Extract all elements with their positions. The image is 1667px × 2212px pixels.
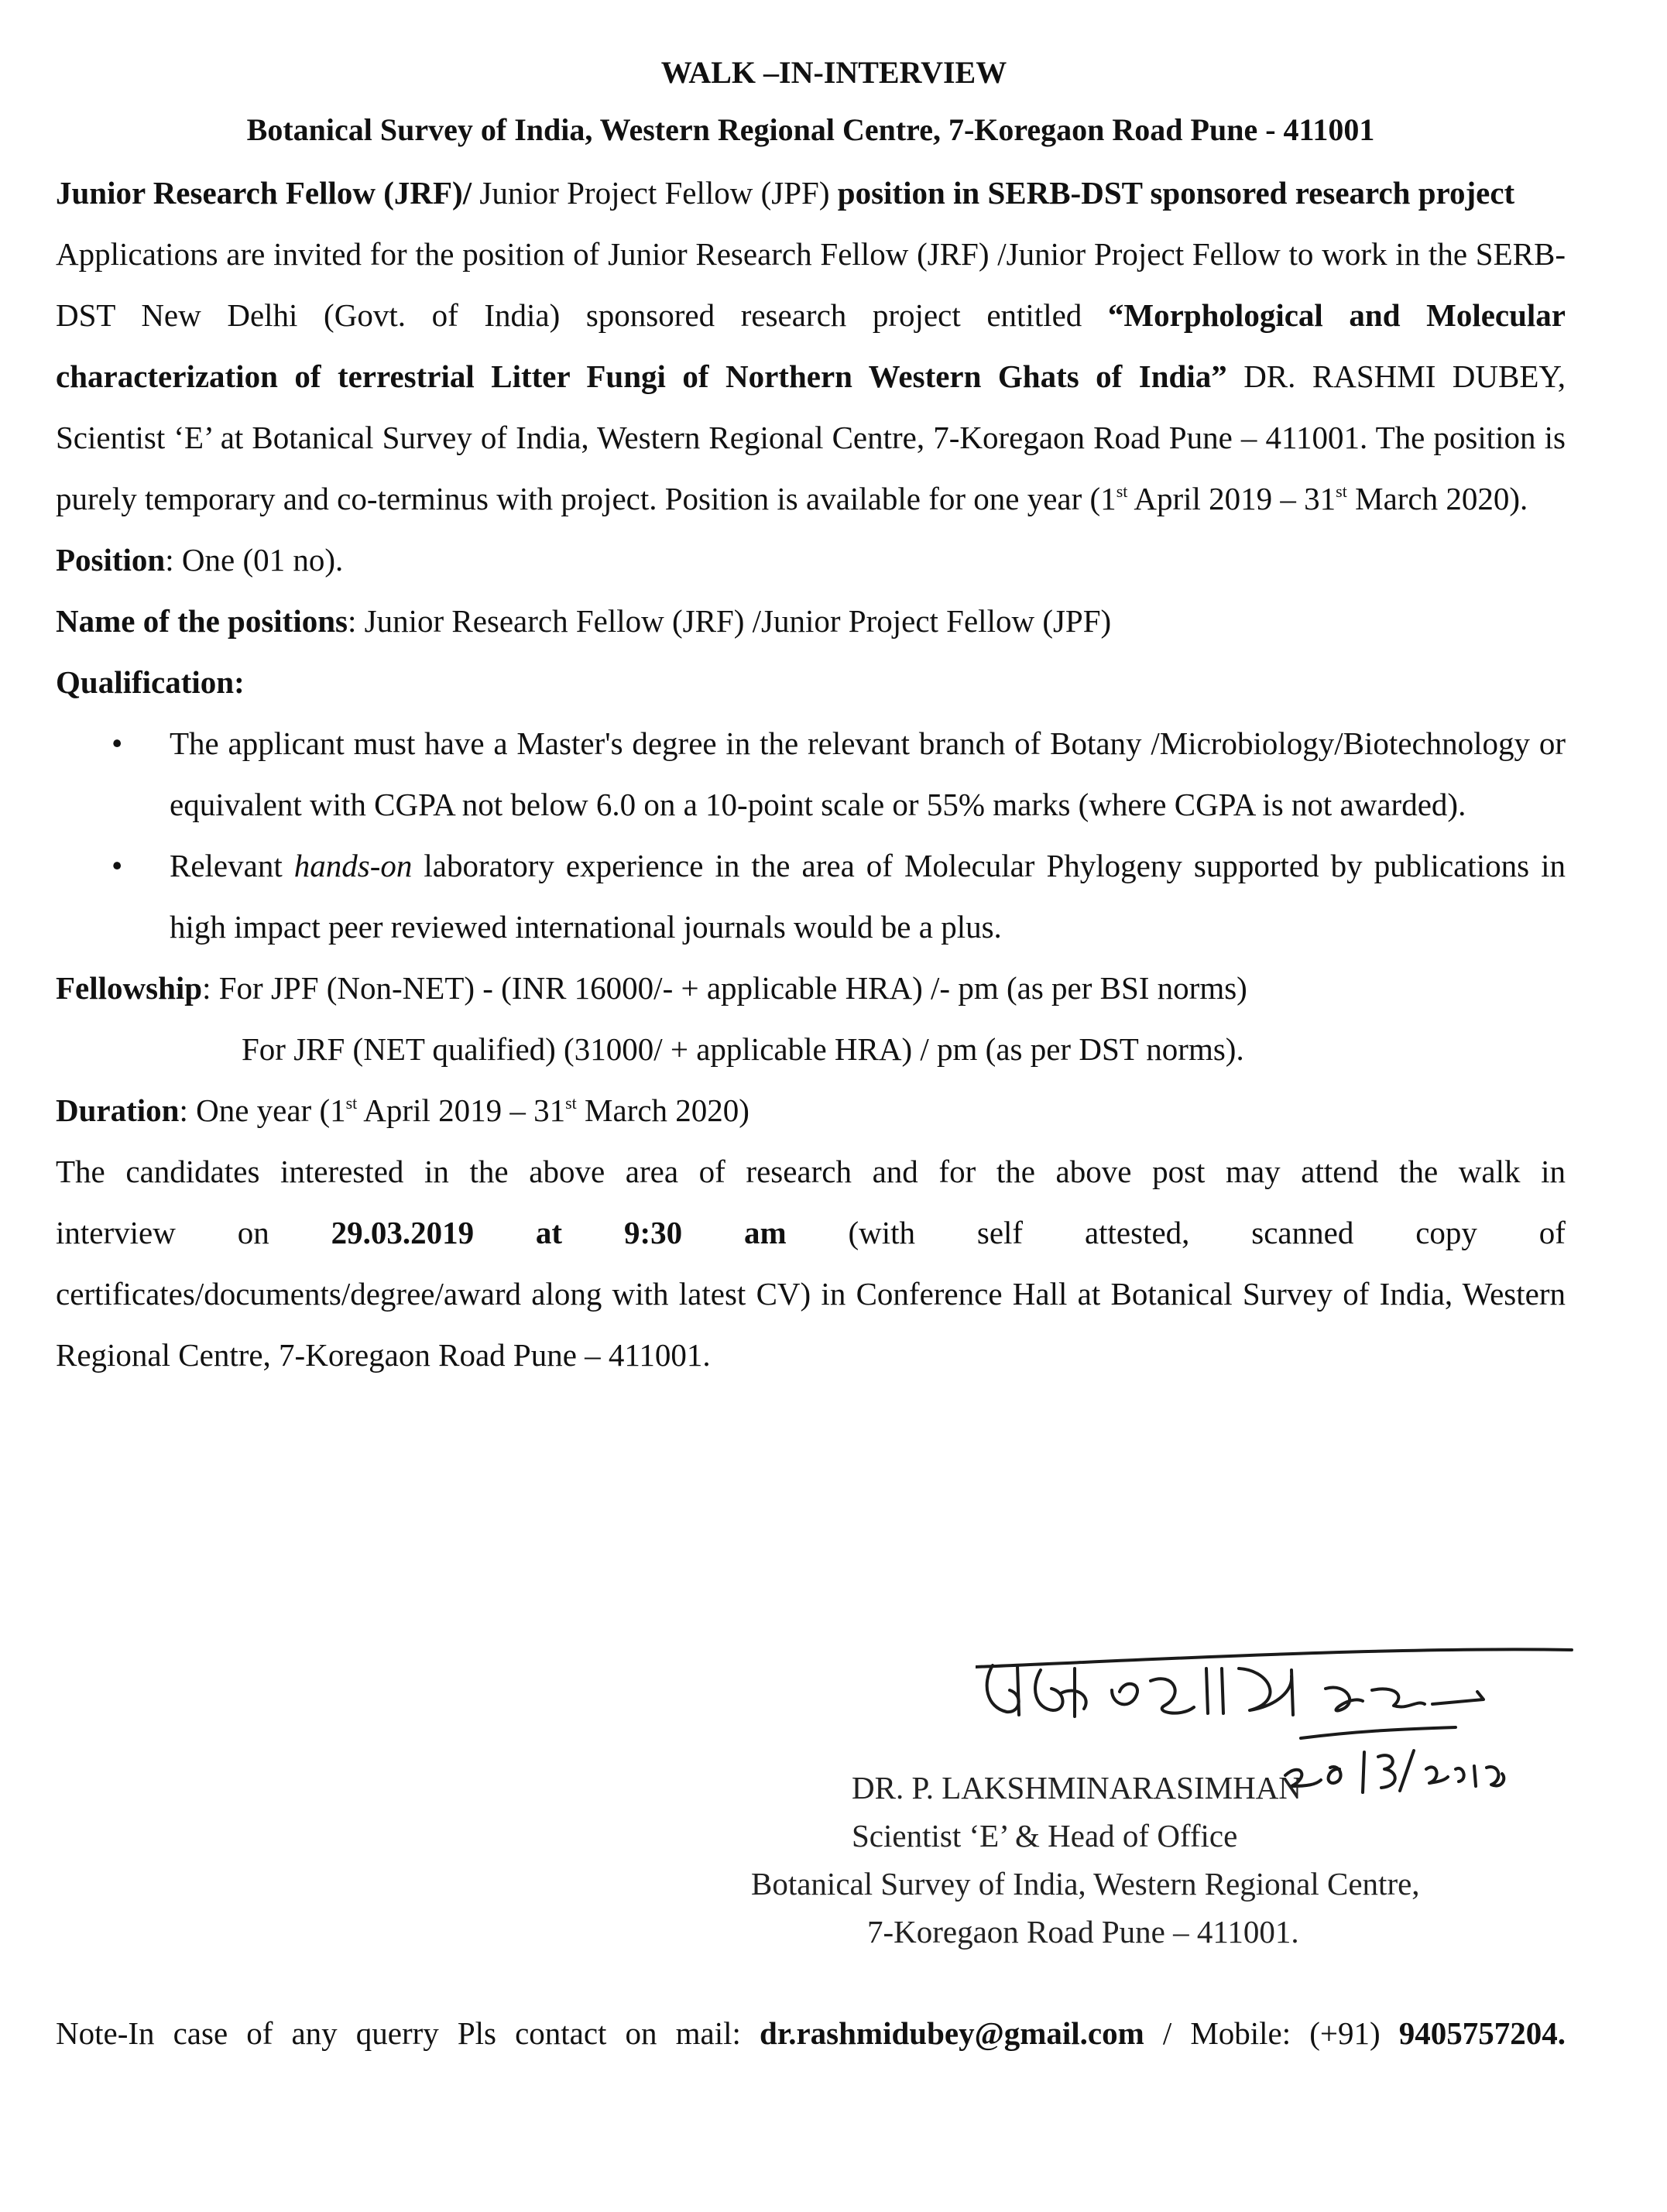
- duration-sup-1: st: [345, 1093, 358, 1113]
- contact-note: [56, 2008, 1566, 2058]
- name-of-positions-value: : Junior Research Fellow (JRF) /Junior Project Fellow (JPF): [347, 603, 1112, 639]
- interview-line-1: The candidates interested in the above area of research and for the above post may attend the walk in: [56, 1154, 1566, 1189]
- signatory-details: [751, 1764, 1420, 1956]
- qualification-list: [56, 713, 1566, 958]
- fellowship-jpf-line: [56, 958, 1566, 1019]
- interview-paragraph: [56, 1141, 1566, 1386]
- intro-text-4: March 2020).: [1346, 481, 1528, 516]
- signatory-designation: Scientist ‘E’ & Head of Office: [852, 1818, 1238, 1854]
- signatory-address: 7-Koregaon Road Pune – 411001.: [867, 1914, 1299, 1950]
- qualification-text-1: The applicant must have a Master's degree in the relevant branch of Botany /Microbiology/Biotechnology or equivalent with CGPA not below 6.0 on a 10-point scale or 55% marks (where CGPA is not awarded).: [170, 725, 1566, 822]
- name-of-positions-label: Name of the positions: [56, 603, 348, 639]
- note-text-1: Note-In case of any querry Pls contact on mail:: [56, 2015, 760, 2051]
- name-of-positions-line: [56, 591, 1566, 652]
- qualification-text-2-after: laboratory experience in the area of Molecular Phylogeny supported by publications in high impact peer reviewed international journals would be a plus.: [170, 848, 1566, 945]
- interview-line-rest: certificates/documents/degree/award along with latest CV) in Conference Hall at Botanical Survey of India, Western Regional Centre, 7-Koregaon Road Pune – 411001.: [56, 1276, 1566, 1373]
- position-label: Position: [56, 542, 166, 578]
- notice-title: WALK –IN-INTERVIEW: [660, 55, 1007, 90]
- fellowship-jrf-line: [56, 1019, 1566, 1080]
- note-text-2: / Mobile: (+91): [1144, 2015, 1399, 2051]
- interview-date: 29.03.2019: [331, 1215, 475, 1250]
- signatory-office: Botanical Survey of India, Western Regional Centre,: [751, 1866, 1420, 1902]
- contact-mobile: 9405757204.: [1398, 2015, 1566, 2051]
- intro-text-3: April 2019 – 31: [1127, 481, 1336, 516]
- notice-page: [56, 48, 1566, 1386]
- duration-sup-2: st: [565, 1093, 577, 1113]
- fellowship-jpf: : For JPF (Non-NET) - (INR 16000/- + applicable HRA) /- pm (as per BSI norms): [202, 970, 1247, 1006]
- position-heading: [56, 163, 1566, 224]
- qualification-label: Qualification:: [56, 664, 245, 700]
- intro-paragraph: [56, 224, 1566, 530]
- signatory-name: DR. P. LAKSHMINARASIMHAN: [852, 1770, 1302, 1806]
- position-heading-jrf: Junior Research Fellow (JRF)/: [56, 175, 472, 211]
- interview-line-2: interview on 29.03.2019 at 9:30 am (with self attested, scanned copy of: [56, 1202, 1566, 1264]
- list-item: [56, 713, 1566, 835]
- signature-block: [0, 1614, 1667, 1950]
- intro-text-2: DR. RASHMI DUBEY, Scientist ‘E’ at Botanical Survey of India, Western Regional Centre, 7-Koregaon Road Pune – 411001. The position is purely temporary and co-terminus with project. Position is available for one year (1: [56, 358, 1566, 516]
- intro-text-1: Applications are invited for the position of Junior Research Fellow (JRF) /Junior Project Fellow to work in the SERB-DST New Delhi (Govt. of India) sponsored research project entitled: [56, 236, 1566, 333]
- duration-text-1: : One year (1: [179, 1092, 346, 1128]
- bullet-icon: •: [111, 725, 123, 761]
- contact-email: dr.rashmidubey@gmail.com: [759, 2015, 1144, 2051]
- fellowship-jrf: For JRF (NET qualified) (31000/ + applicable HRA) / pm (as per DST norms).: [242, 1031, 1244, 1067]
- duration-text-3: March 2020): [576, 1092, 749, 1128]
- intro-sup-2: st: [1336, 482, 1347, 501]
- intro-sup-1: st: [1116, 482, 1128, 501]
- position-value: : One (01 no).: [165, 542, 344, 578]
- qualification-text-2-italic: hands-on: [293, 848, 413, 883]
- duration-label: Duration: [56, 1092, 180, 1128]
- position-line: [56, 530, 1566, 591]
- qualification-text-2-before: Relevant: [170, 848, 294, 883]
- position-heading-project: position in SERB-DST sponsored research project: [837, 175, 1515, 211]
- position-heading-jpf: Junior Project Fellow (JPF): [472, 175, 838, 211]
- list-item: [56, 835, 1566, 958]
- fellowship-label: Fellowship: [56, 970, 203, 1006]
- bullet-icon: •: [111, 848, 123, 883]
- duration-text-2: April 2019 – 31: [357, 1092, 566, 1128]
- interview-time: 9:30: [623, 1215, 683, 1250]
- duration-line: [56, 1080, 1566, 1141]
- organisation-line: Botanical Survey of India, Western Regional Centre, 7-Koregaon Road Pune - 411001: [246, 112, 1375, 147]
- project-title: “Morphological and Molecular characterization of terrestrial Litter Fungi of Northern Western Ghats of India”: [56, 297, 1566, 394]
